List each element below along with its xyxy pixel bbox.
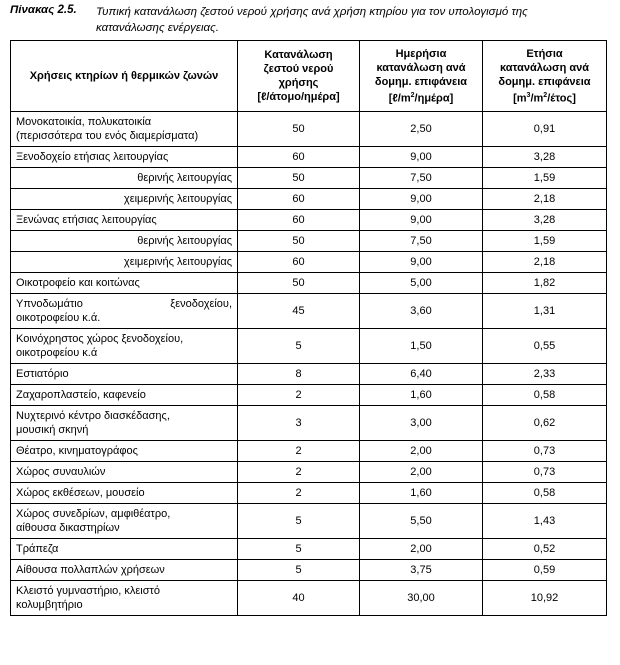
building-use-cell: Ζαχαροπλαστείο, καφενείο [11, 385, 238, 406]
building-use-cell: Τράπεζα [11, 539, 238, 560]
annual-cell: 0,91 [483, 112, 607, 147]
building-use-cell: Οικοτροφείο και κοιτώνας [11, 273, 238, 294]
building-use-cell: Χώρος εκθέσεων, μουσείο [11, 483, 238, 504]
caption-line-1: Τυπική κατανάλωση ζεστού νερού χρήσης ανά χρήση κτηρίου για τον υπολογισμό της [96, 6, 528, 18]
annual-cell: 0,55 [483, 329, 607, 364]
daily-cell: 7,50 [360, 231, 483, 252]
table-row [11, 385, 607, 406]
building-use-cell: Ξενώνας ετήσιας λειτουργίας [11, 210, 238, 231]
per-person-cell: 50 [238, 112, 360, 147]
per-person-cell: 2 [238, 462, 360, 483]
header-daily-consumption: Ημερήσια κατανάλωση ανά δομημ. επιφάνεια $[\ell/m^2/\eta\mu έ\rho\alpha]$ [360, 41, 483, 112]
annual-cell: 0,58 [483, 385, 607, 406]
table-row [11, 252, 607, 273]
daily-cell: 3,75 [360, 560, 483, 581]
annual-cell: 0,58 [483, 483, 607, 504]
daily-cell: 9,00 [360, 210, 483, 231]
table-row [11, 168, 607, 189]
building-use-cell: θερινής λειτουργίας [11, 168, 238, 189]
annual-cell: 0,62 [483, 406, 607, 441]
daily-cell: 5,00 [360, 273, 483, 294]
annual-cell: 1,82 [483, 273, 607, 294]
building-use-cell: Χώρος συνεδρίων, αμφιθέατρο, αίθουσα δικαστηρίων [11, 504, 238, 539]
annual-cell: 3,28 [483, 147, 607, 168]
table-row [11, 364, 607, 385]
per-person-cell: 60 [238, 189, 360, 210]
daily-cell: 3,00 [360, 406, 483, 441]
per-person-cell: 60 [238, 252, 360, 273]
per-person-cell: 50 [238, 231, 360, 252]
table-row [11, 294, 607, 329]
per-person-cell: 40 [238, 581, 360, 616]
building-use-cell: θερινής λειτουργίας [11, 231, 238, 252]
annual-cell: 0,73 [483, 462, 607, 483]
annual-cell: 1,31 [483, 294, 607, 329]
annual-cell: 0,52 [483, 539, 607, 560]
annual-cell: 3,28 [483, 210, 607, 231]
daily-cell: 3,60 [360, 294, 483, 329]
building-use-cell: Κλειστό γυμναστήριο, κλειστό κολυμβητήριο [11, 581, 238, 616]
building-use-cell: Κοινόχρηστος χώρος ξενοδοχείου, οικοτροφείου κ.ά [11, 329, 238, 364]
table-row [11, 504, 607, 539]
per-person-cell: 2 [238, 385, 360, 406]
table-row [11, 210, 607, 231]
daily-cell: 1,60 [360, 483, 483, 504]
table-caption [10, 2, 610, 38]
daily-cell: 2,00 [360, 441, 483, 462]
per-person-cell: 5 [238, 329, 360, 364]
table-row [11, 581, 607, 616]
caption-text [96, 4, 576, 36]
daily-cell: 5,50 [360, 504, 483, 539]
annual-cell: 1,43 [483, 504, 607, 539]
per-person-cell: 8 [238, 364, 360, 385]
annual-cell: 1,59 [483, 231, 607, 252]
header-consumption-per-person: Κατανάλωση ζεστού νερού χρήσης [ℓ/άτομο/ημέρα] [238, 41, 360, 112]
table-row [11, 462, 607, 483]
table-row [11, 147, 607, 168]
table-row [11, 441, 607, 462]
per-person-cell: 5 [238, 539, 360, 560]
daily-cell: 9,00 [360, 147, 483, 168]
annual-cell: 2,18 [483, 252, 607, 273]
annual-cell: 1,59 [483, 168, 607, 189]
building-use-cell: Αίθουσα πολλαπλών χρήσεων [11, 560, 238, 581]
per-person-cell: 2 [238, 483, 360, 504]
header-annual-consumption: Ετήσια κατανάλωση ανά δομημ. επιφάνεια $[m^3/m^2/έ\tau o\varsigma]$ [483, 41, 607, 112]
caption-label: Πίνακας 2.5. [10, 4, 77, 16]
table-row [11, 406, 607, 441]
building-use-cell: Μονοκατοικία, πολυκατοικία (περισσότερα του ενός διαμερίσματα) [11, 112, 238, 147]
per-person-cell: 3 [238, 406, 360, 441]
per-person-cell: 60 [238, 147, 360, 168]
building-use-cell: Χώρος συναυλιών [11, 462, 238, 483]
annual-cell: 10,92 [483, 581, 607, 616]
per-person-cell: 50 [238, 273, 360, 294]
building-use-cell: Θέατρο, κινηματογράφος [11, 441, 238, 462]
table-row [11, 483, 607, 504]
per-person-cell: 2 [238, 441, 360, 462]
daily-cell: 30,00 [360, 581, 483, 616]
annual-cell: 2,33 [483, 364, 607, 385]
per-person-cell: 5 [238, 504, 360, 539]
annual-cell: 2,18 [483, 189, 607, 210]
daily-cell: 1,50 [360, 329, 483, 364]
building-use-cell: Εστιατόριο [11, 364, 238, 385]
header-building-use: Χρήσεις κτηρίων ή θερμικών ζωνών [11, 41, 238, 112]
table-row [11, 560, 607, 581]
table-row [11, 112, 607, 147]
building-use-cell: Ξενοδοχείο ετήσιας λειτουργίας [11, 147, 238, 168]
daily-cell: 6,40 [360, 364, 483, 385]
header-row [11, 41, 607, 112]
annual-cell: 0,59 [483, 560, 607, 581]
building-use-cell: Υπνοδωμάτιο ξενοδοχείου, οικοτροφείου κ.ά. [11, 294, 238, 329]
per-person-cell: 45 [238, 294, 360, 329]
table-row [11, 189, 607, 210]
daily-cell: 9,00 [360, 189, 483, 210]
table-row [11, 273, 607, 294]
per-person-cell: 50 [238, 168, 360, 189]
building-use-cell: Νυχτερινό κέντρο διασκέδασης, μουσική σκηνή [11, 406, 238, 441]
per-person-cell: 60 [238, 210, 360, 231]
building-use-cell: χειμερινής λειτουργίας [11, 189, 238, 210]
daily-cell: 2,00 [360, 539, 483, 560]
daily-cell: 2,50 [360, 112, 483, 147]
building-use-cell: χειμερινής λειτουργίας [11, 252, 238, 273]
table-row [11, 231, 607, 252]
table-row [11, 329, 607, 364]
daily-cell: 1,60 [360, 385, 483, 406]
table-row [11, 539, 607, 560]
daily-cell: 7,50 [360, 168, 483, 189]
annual-cell: 0,73 [483, 441, 607, 462]
daily-cell: 9,00 [360, 252, 483, 273]
hot-water-consumption-table [10, 40, 607, 616]
per-person-cell: 5 [238, 560, 360, 581]
daily-cell: 2,00 [360, 462, 483, 483]
caption-line-2: κατανάλωσης ενέργειας. [96, 22, 219, 34]
